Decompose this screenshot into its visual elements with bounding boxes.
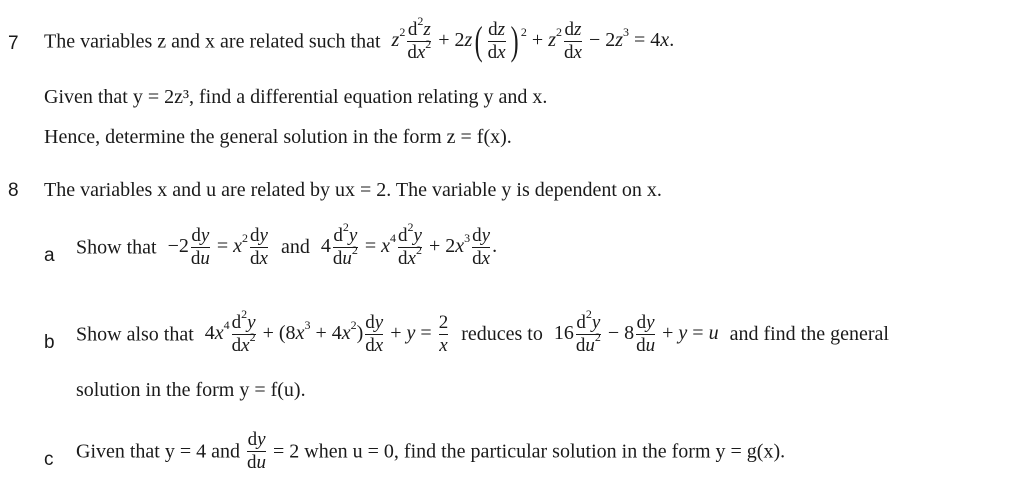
part-a-equation-2: 4 $\frac{d^2y}{du^2}$ = $x^4$ $\frac{d^2y}{dx^2}$ + $2x^3$ $\frac{dy}{dx}$ . bbox=[320, 220, 498, 269]
part-b-reduces-to: reduces to bbox=[461, 323, 543, 346]
part-a-and: and bbox=[280, 236, 310, 259]
part-a-equation-1: −2 $\frac{dy}{du}$ = $x^2$ $\frac{dy}{dx}$ bbox=[167, 225, 268, 269]
part-c-label: c bbox=[44, 449, 54, 470]
question-8-intro: The variables x and u are related by ux = 2. The variable y is dependent on x. bbox=[44, 179, 662, 201]
question-7-number: 7 bbox=[8, 33, 19, 54]
question-7-equation-line bbox=[44, 14, 675, 64]
question-7-given: Given that y = 2z³, find a differential equation relating y and x. bbox=[44, 86, 548, 108]
question-8-number: 8 bbox=[8, 180, 19, 201]
part-a-label: a bbox=[44, 245, 55, 266]
part-a-line bbox=[76, 220, 498, 269]
question-7-hence: Hence, determine the general solution in the form z = f(x). bbox=[44, 126, 512, 148]
part-c-given: Given that y = 4 and bbox=[76, 440, 241, 463]
part-c-line bbox=[76, 430, 785, 473]
part-b-show-also: Show also that bbox=[76, 323, 194, 346]
part-c-condition: = 2 when u = 0, find the particular solution in the form y = g(x). bbox=[273, 440, 786, 463]
part-c-derivative: $\frac{dy}{du}$ bbox=[247, 429, 267, 473]
part-a-show-that: Show that bbox=[76, 236, 157, 259]
question-7-equation: $z^2$ $\frac{d^2z}{dx^2}$ + 2z( $\frac{dz}{dx}$ ) $^2 + z^2$ $\frac{dz}{dx}$ − $2z^3 = 4x$. bbox=[391, 14, 675, 64]
part-b-equation-2: 16 $\frac{d^2y}{du^2}$ − 8 $\frac{dy}{du}$ + y = u bbox=[553, 307, 719, 356]
question-7-intro: The variables z and x are related such that bbox=[44, 30, 381, 53]
part-b-solution-form: solution in the form y = f(u). bbox=[76, 379, 306, 401]
part-b-equation-1: $4x^4$ $\frac{d^2y}{dx^2}$ + $(8x^3 + 4x^2)$ $\frac{dy}{dx}$ + y = $\frac{2}{x}$ bbox=[204, 307, 449, 356]
part-b-label: b bbox=[44, 332, 55, 353]
part-b-find-general: and find the general bbox=[729, 323, 889, 346]
part-b-line bbox=[76, 307, 889, 356]
